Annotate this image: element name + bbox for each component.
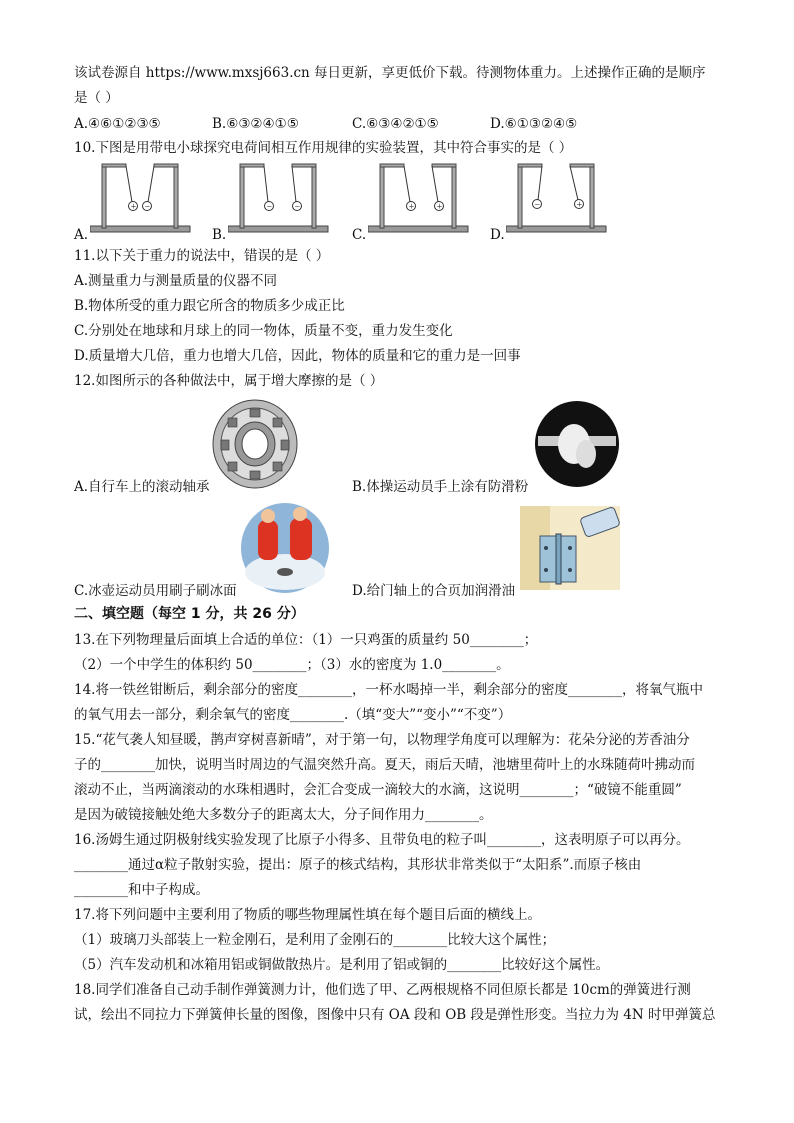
q11-option-d: D.质量增大几倍，重力也增大几倍，因此，物体的质量和它的重力是一回事 xyxy=(74,348,521,364)
q10-figure-b xyxy=(228,160,338,238)
q15-line-2: 子的________加快，说明当时周边的气温突然升高。夏天，雨后天晴，池塘里荷叶上的水珠随荷叶拂动而 xyxy=(74,757,695,773)
q11-option-b: B.物体所受的重力跟它所含的物质多少成正比 xyxy=(74,298,345,314)
svg-text:−: − xyxy=(294,202,301,211)
q15-line-1: 15.“花气袭人知昼暖，鹊声穿树喜新晴”，对于第一句，以物理学角度可以理解为：花朵分泌的芳香油分 xyxy=(74,732,690,748)
q10-figure-c xyxy=(368,160,478,238)
q14-line-1: 14.将一铁丝钳断后，剩余部分的密度________，一杯水喝掉一半，剩余部分的密度________，将氧气瓶中 xyxy=(74,682,703,698)
q10-label-d: D. xyxy=(490,227,505,243)
q9-option-a: A.④⑥①②③⑤ xyxy=(74,116,161,132)
q17-part-1: （1）玻璃刀头部装上一粒金刚石，是利用了金刚石的________比较大这个属性； xyxy=(74,932,556,948)
svg-text:+: + xyxy=(576,200,583,209)
q16-line-1: 16.汤姆生通过阴极射线实验发现了比原子小得多、且带负电的粒子叫________，这表明原子可以再分。 xyxy=(74,832,690,848)
q13-line-1: 13.在下列物理量后面填上合适的单位：（1）一只鸡蛋的质量约 50________； xyxy=(74,632,538,648)
q12-option-b: B.体操运动员手上涂有防滑粉 xyxy=(352,479,529,495)
gymnast-hands-image xyxy=(534,400,620,488)
q10-text: 10.下图是用带电小球探究电荷间相互作用规律的实验装置，其中符合事实的是（ ） xyxy=(74,140,573,156)
q11-option-c: C.分别处在地球和月球上的同一物体，质量不变，重力发生变化 xyxy=(74,323,453,339)
q10-figure-d xyxy=(506,160,616,238)
q15-line-3: 滚动不止，当两滴滚动的水珠相遇时，会汇合变成一滴较大的水滴，这说明________；“破镜不能重圆” xyxy=(74,782,682,798)
q12-option-c: C.冰壶运动员用刷子刷冰面 xyxy=(74,583,237,599)
curling-image xyxy=(240,502,330,594)
q12-option-a: A.自行车上的滚动轴承 xyxy=(74,479,210,495)
q14-line-2: 的氧气用去一部分，剩余氧气的密度________.（填“变大”“变小”“不变”） xyxy=(74,707,512,723)
q9-option-c: C.⑥③④②①⑤ xyxy=(352,116,439,132)
q17-text: 17.将下列问题中主要利用了物质的哪些物理属性填在每个题目后面的横线上。 xyxy=(74,907,541,923)
svg-text:+: + xyxy=(408,202,415,211)
q10-figure-a xyxy=(90,160,200,238)
q18-line-1: 18.同学们准备自己动手制作弹簧测力计，他们选了甲、乙两根规格不同但原长都是 10cm的弹簧进行测 xyxy=(74,982,691,998)
q18-line-2: 试，绘出不同拉力下弹簧伸长量的图像，图像中只有 OA 段和 OB 段是弹性形变。当拉力为 4N 时甲弹簧总 xyxy=(74,1007,716,1023)
q9-option-d: D.⑥①③②④⑤ xyxy=(490,116,578,132)
q16-line-2: ________通过α粒子散射实验，提出：原子的核式结构，其形状非常类似于“太阳系”.而原子核由 xyxy=(74,857,642,873)
q10-label-c: C. xyxy=(352,227,367,243)
q12-text: 12.如图所示的各种做法中，属于增大摩擦的是（ ） xyxy=(74,373,384,389)
q13-line-2: （2）一个中学生的体积约 50________；（3）水的密度为 1.0________。 xyxy=(74,657,510,673)
svg-text:−: − xyxy=(266,202,273,211)
q16-line-3: ________和中子构成。 xyxy=(74,882,209,898)
q11-option-a: A.测量重力与测量质量的仪器不同 xyxy=(74,273,278,289)
q12-option-d: D.给门轴上的合页加润滑油 xyxy=(352,583,516,599)
q15-line-4: 是因为破镜接触处绝大多数分子的距离太大，分子间作用力________。 xyxy=(74,807,493,823)
svg-text:−: − xyxy=(144,202,151,211)
q11-text: 11.以下关于重力的说法中，错误的是（ ） xyxy=(74,248,330,264)
svg-text:+: + xyxy=(436,202,443,211)
section-title-fill-in: 二、填空题（每空 1 分，共 26 分） xyxy=(74,606,305,622)
svg-text:+: + xyxy=(130,202,137,211)
q17-part-5: （5）汽车发动机和冰箱用铝或铜做散热片。是利用了铝或铜的________比较好这个属性。 xyxy=(74,957,610,973)
bearing-image xyxy=(210,398,300,490)
q9-option-b: B.⑥③②④①⑤ xyxy=(212,116,299,132)
q10-label-a: A. xyxy=(74,227,89,243)
q10-label-b: B. xyxy=(212,227,227,243)
header-line: 该试卷源自 https://www.mxsj663.cn 每日更新，享更低价下载。待测物体重力。上述操作正确的是顺序 xyxy=(74,65,706,81)
door-hinge-image xyxy=(520,506,620,590)
svg-text:−: − xyxy=(534,200,541,209)
q9-answer-line: 是（ ） xyxy=(74,90,119,106)
